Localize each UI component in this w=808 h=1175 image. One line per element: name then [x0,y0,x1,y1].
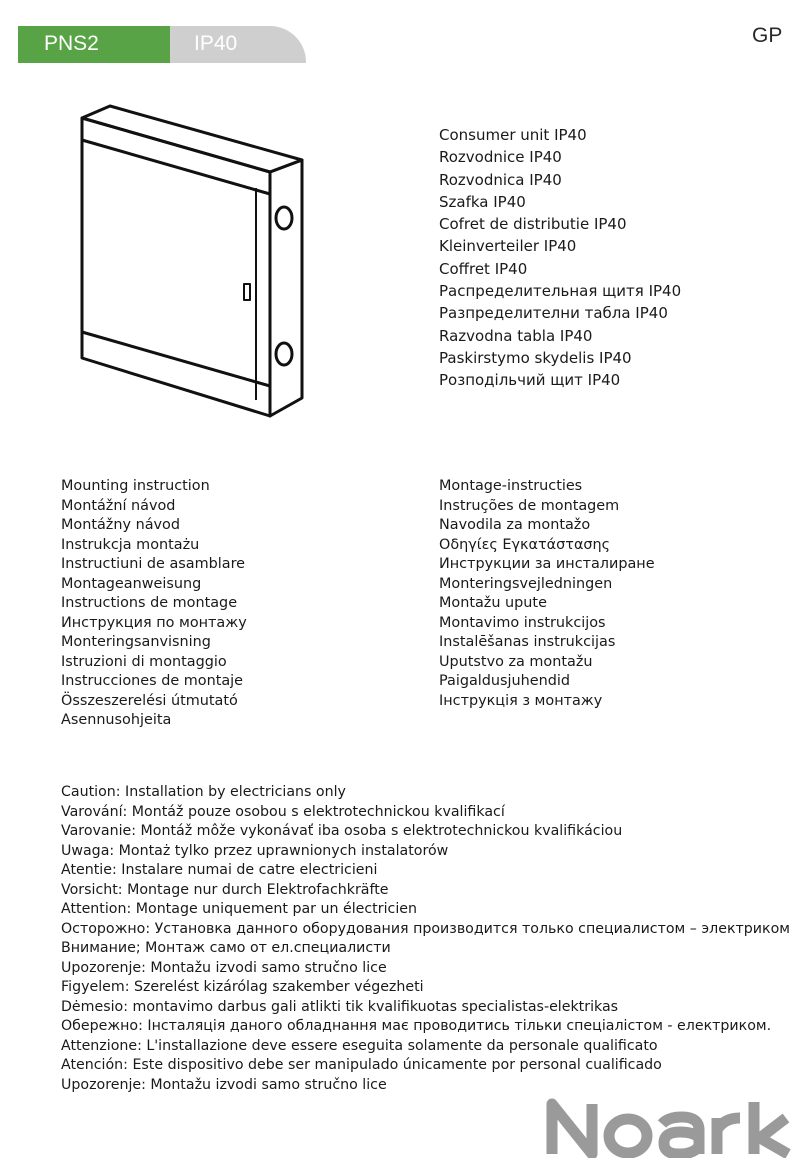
mounting-instruction: Instalēšanas instrukcijas [439,634,616,650]
series-tab [18,26,170,63]
product-title: Kleinverteiler IP40 [439,237,577,256]
mounting-instruction: Paigaldusjuhendid [439,673,571,689]
mounting-instruction: Montage-instructies [439,478,583,494]
mounting-instruction: Інструкція з монтажу [439,692,603,709]
mounting-instruction: Instrucciones de montaje [61,673,244,689]
product-title: Распределительная щитя IP40 [439,282,682,301]
product-title: Razvodna tabla IP40 [439,326,593,345]
mounting-instruction: Montažu upute [439,595,547,611]
product-title: Szafka IP40 [439,192,526,211]
mounting-instruction: Инструкции за инсталиране [439,556,655,572]
mounting-instruction: Uputstvo za montažu [439,653,593,670]
caution-line: Attention: Montage uniquement par un électricien [61,901,417,917]
product-title: Розподільчий щит IP40 [439,371,621,390]
mounting-instruction: Asennusohjeita [61,712,172,728]
mounting-instruction: Összeszerelési útmutató [61,692,238,709]
noark-logo [544,1098,794,1158]
mounting-instruction: Istruzioni di montaggio [61,653,227,670]
mounting-instruction-list-left [61,477,247,731]
product-title-list [439,124,681,392]
product-title: Consumer unit IP40 [439,126,587,144]
product-title: Rozvodnice IP40 [439,148,562,167]
caution-line: Vorsicht: Montage nur durch Elektrofachkräfte [61,881,389,898]
caution-line: Varování: Montáž pouze osobou s elektrotechnickou kvalifikací [61,803,505,820]
product-title: Coffret IP40 [439,259,528,278]
product-title: Cofret de distributie IP40 [439,215,627,234]
mounting-instruction: Montážní návod [61,497,176,514]
mounting-instruction: Monteringsvejledningen [439,575,613,592]
mounting-instruction-list-right [439,477,655,711]
mounting-instruction: Montavimo instrukcijos [439,614,606,631]
caution-list [61,783,790,1095]
series-label: PNS2 [44,32,99,55]
mounting-instruction: Monteringsanvisning [61,634,211,650]
mounting-instruction: Instruções de montagem [439,497,620,514]
product-title: Paskirstymo skydelis IP40 [439,348,632,367]
mounting-instruction: Mounting instruction [61,478,210,494]
mounting-instruction: Montážny návod [61,517,180,533]
consumer-unit-drawing [70,100,320,420]
caution-line: Figyelem: Szerelést kizárólag szakember végezheti [61,979,424,995]
caution-line: Uwaga: Montaż tylko przez uprawnionych instalatorów [61,842,449,859]
caution-line: Осторожно: Установка данного оборудования производится только специалистом – электриком [61,920,790,937]
mounting-instruction: Инструкция по монтажу [61,614,247,631]
caution-line: Обережно: Інсталяція даного обладнання має проводитись тільки спеціалістом - електриком. [61,1018,772,1034]
language-code: GP [752,24,783,47]
mounting-instruction: Navodila za montažo [439,517,591,533]
caution-line: Atentie: Instalare numai de catre electricieni [61,862,378,878]
caution-line: Внимание; Монтаж само от ел.специалисти [61,940,391,956]
caution-line: Upozorenje: Montažu izvodi samo stručno lice [61,959,387,976]
mounting-instruction: Montageanweisung [61,575,202,592]
caution-line: Atención: Este dispositivo debe ser manipulado únicamente por personal cualificado [61,1057,662,1073]
caution-line: Dėmesio: montavimo darbus gali atlikti tik kvalifikuotas specialistas-elektrikas [61,998,619,1015]
protection-tab [170,26,306,63]
caution-line: Upozorenje: Montažu izvodi samo stručno lice [61,1076,387,1093]
mounting-instruction: Instructions de montage [61,595,238,611]
caution-line: Varovanie: Montáž môže vykonávať iba osoba s elektrotechnickou kvalifikáciou [61,823,623,839]
product-title: Rozvodnica IP40 [439,170,562,189]
mounting-instruction: Οδηγίες Εγκατάστασης [439,536,611,553]
product-title: Разпределителни табла IP40 [439,304,668,323]
mounting-instruction: Instructiuni de asamblare [61,556,246,572]
mounting-instruction: Instrukcja montażu [61,536,200,553]
caution-line: Attenzione: L'installazione deve essere eseguita solamente da personale qualificato [61,1037,658,1054]
protection-label: IP40 [194,32,238,55]
caution-line: Caution: Installation by electricians only [61,784,346,800]
